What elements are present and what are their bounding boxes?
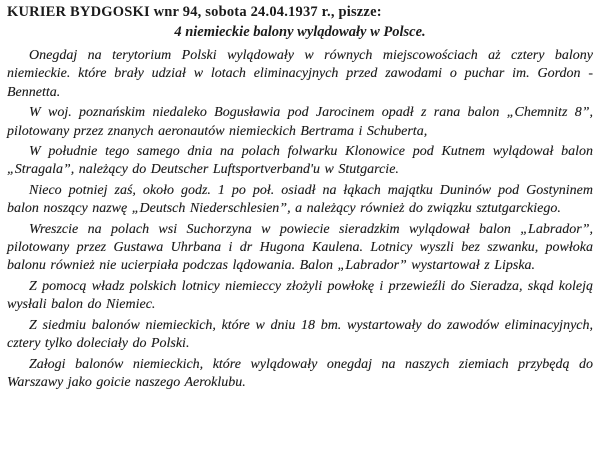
paragraph: W woj. poznańskim niedaleko Bogusławia pod Jarocinem opadł z rana balon „Chemnitz 8”, pilotowany przez znanych aeronautów niemieckich Bertrama i Schuberta, bbox=[7, 105, 593, 139]
paragraph: Onegdaj na terytorium Polski wylądowały w równych miejscowościach aż cztery balony niemieckie. które brały udział w lotach eliminacyjnych przed zawodami o puchar im. Gordon - Bennetta. bbox=[7, 48, 593, 100]
article-title: 4 niemieckie balony wylądowały w Polsce. bbox=[174, 24, 426, 40]
source-header: KURIER BYDGOSKI wnr 94, sobota 24.04.1937 r., piszze: bbox=[7, 4, 382, 20]
paragraph: Z siedmiu balonów niemieckich, które w dniu 18 bm. wystartowały do zawodów eliminacyjnych, cztery tylko doleciały do Polski. bbox=[7, 317, 593, 352]
paragraph: Wreszcie na polach wsi Suchorzyna w powiecie sieradzkim wylądował balon „Labrador”, pilotowany przez Gustawa Uhrbana i dr Hugona Kaulena. Lotnicy wyszli bez szwanku, powłoka balonu również nie ucierpiała podczas lądowania. Balon „Labrador” wystartował z Lipska. bbox=[7, 221, 593, 274]
paragraph: Załogi balonów niemieckich, które wylądowały onegdaj na naszych ziemiach przybędą do Warszawy jako goicie naszego Aeroklubu. bbox=[7, 356, 593, 390]
paragraph: Z pomocą władz polskich lotnicy niemieccy złożyli powłokę i przewieźli do Sieradza, skąd koleją wysłali balon do Niemiec. bbox=[7, 278, 593, 313]
paragraph: Nieco potniej zaś, około godz. 1 po poł. osiadł na łąkach majątku Duninów pod Gostyninem balon noszący nazwę „Deutsch Niederschlesien”, a należący również do związku sztutgarckiego. bbox=[7, 182, 593, 217]
article-body bbox=[7, 47, 593, 392]
paragraph: W południe tego samego dnia na polach folwarku Klonowice pod Kutnem wylądował balon „Stragala”, należący do Deutscher Luftsportverband'u w Stutgarcie. bbox=[7, 144, 593, 178]
